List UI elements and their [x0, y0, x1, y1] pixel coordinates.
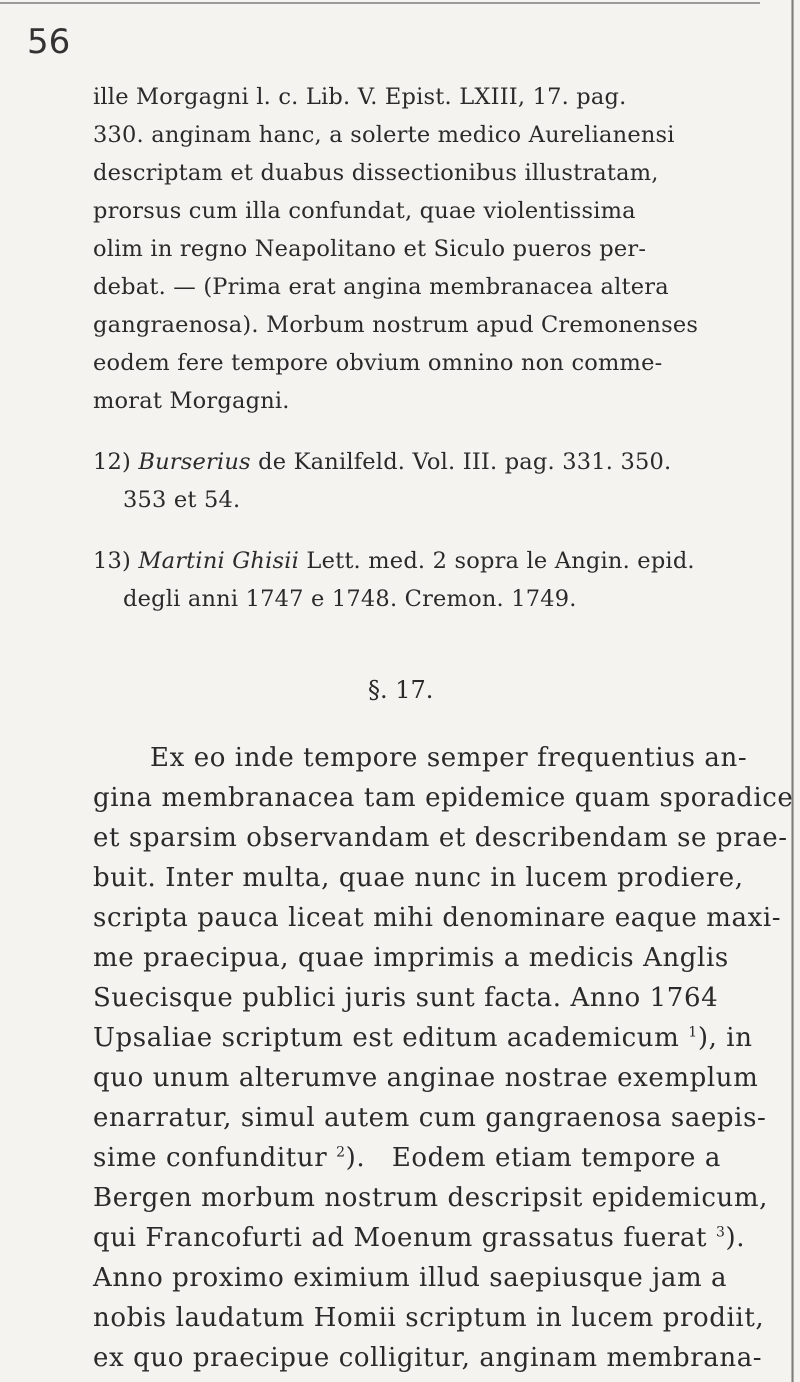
page-edge-shadow: [791, 0, 794, 1382]
footnote-line: 330. anginam hanc, a solerte medico Aurelianensi: [93, 122, 675, 148]
footnote-line: descriptam et duabus dissectionibus illustratam,: [93, 160, 659, 186]
page-number: 56: [27, 22, 71, 62]
reference-mark: 1: [688, 1024, 698, 1041]
paragraph-line: Ex eo inde tempore semper frequentius an-: [150, 743, 748, 773]
footnote-citation: de Kanilfeld. Vol. III. pag. 331. 350.: [258, 449, 672, 475]
section-heading: §. 17.: [368, 676, 434, 704]
paragraph-text: , in: [708, 1023, 753, 1053]
footnote-12-line2: 353 et 54.: [123, 487, 241, 513]
footnote-line: prorsus cum illa confundat, quae violentissima: [93, 198, 636, 224]
footnote-author: Martini Ghisii: [138, 548, 300, 574]
footnote-13-line1: [93, 548, 695, 574]
paragraph-text: ): [725, 1223, 737, 1253]
footnote-12-line1: [93, 449, 671, 475]
paragraph-line: [93, 1023, 753, 1053]
footnote-line: ille Morgagni l. c. Lib. V. Epist. LXIII, 17. pag.: [93, 84, 627, 110]
footnote-line: debat. — (Prima erat angina membranacea altera: [93, 274, 669, 300]
reference-mark: 2: [336, 1144, 346, 1161]
top-rule: [0, 2, 760, 4]
paragraph-line: buit. Inter multa, quae nunc in lucem prodiere,: [93, 863, 744, 893]
paragraph-text: .: [736, 1223, 746, 1253]
footnote-number: 13): [93, 548, 132, 574]
paragraph-text: Upsaliae scriptum est editum academicum: [93, 1023, 680, 1053]
paragraph-line: enarratur, simul autem cum gangraenosa saepis-: [93, 1103, 767, 1133]
paragraph-line: [93, 1223, 745, 1253]
paragraph-text: Eodem etiam tempore a: [391, 1143, 721, 1173]
footnote-author: Burserius: [138, 449, 251, 475]
footnote-number: 12): [93, 449, 132, 475]
paragraph-line: me praecipua, quae imprimis a medicis Anglis: [93, 943, 729, 973]
paragraph-line: gina membranacea tam epidemice quam sporadice: [93, 783, 794, 813]
paragraph-line: et sparsim observandam et describendam se prae-: [93, 823, 788, 853]
footnote-13-line2: degli anni 1747 e 1748. Cremon. 1749.: [123, 586, 577, 612]
paragraph-line: Bergen morbum nostrum descripsit epidemicum,: [93, 1183, 768, 1213]
footnote-line: morat Morgagni.: [93, 388, 290, 414]
paragraph-line: Suecisque publici juris sunt facta. Anno 1764: [93, 983, 719, 1013]
paragraph-text: ).: [345, 1143, 392, 1173]
paragraph-line: [93, 1143, 721, 1173]
paragraph-text: qui Francofurti ad Moenum grassatus fuerat: [93, 1223, 708, 1253]
paragraph-line: nobis laudatum Homii scriptum in lucem prodiit,: [93, 1303, 765, 1333]
paragraph-line: scripta pauca liceat mihi denominare eaque maxi-: [93, 903, 782, 933]
paragraph-text: ): [697, 1023, 709, 1053]
footnote-line: olim in regno Neapolitano et Siculo pueros per-: [93, 236, 647, 262]
footnote-line: gangraenosa). Morbum nostrum apud Cremonenses: [93, 312, 699, 338]
paragraph-line: ex quo praecipue colligitur, anginam membrana-: [93, 1343, 763, 1373]
paragraph-text: sime confunditur: [93, 1143, 328, 1173]
paragraph-line: Anno proximo eximium illud saepiusque jam a: [93, 1263, 728, 1293]
reference-mark: 3: [715, 1224, 726, 1241]
footnote-line: eodem fere tempore obvium omnino non comme-: [93, 350, 663, 376]
paragraph-line: quo unum alterumve anginae nostrae exemplum: [93, 1063, 759, 1093]
footnote-citation: Lett. med. 2 sopra le Angin. epid.: [306, 548, 695, 574]
